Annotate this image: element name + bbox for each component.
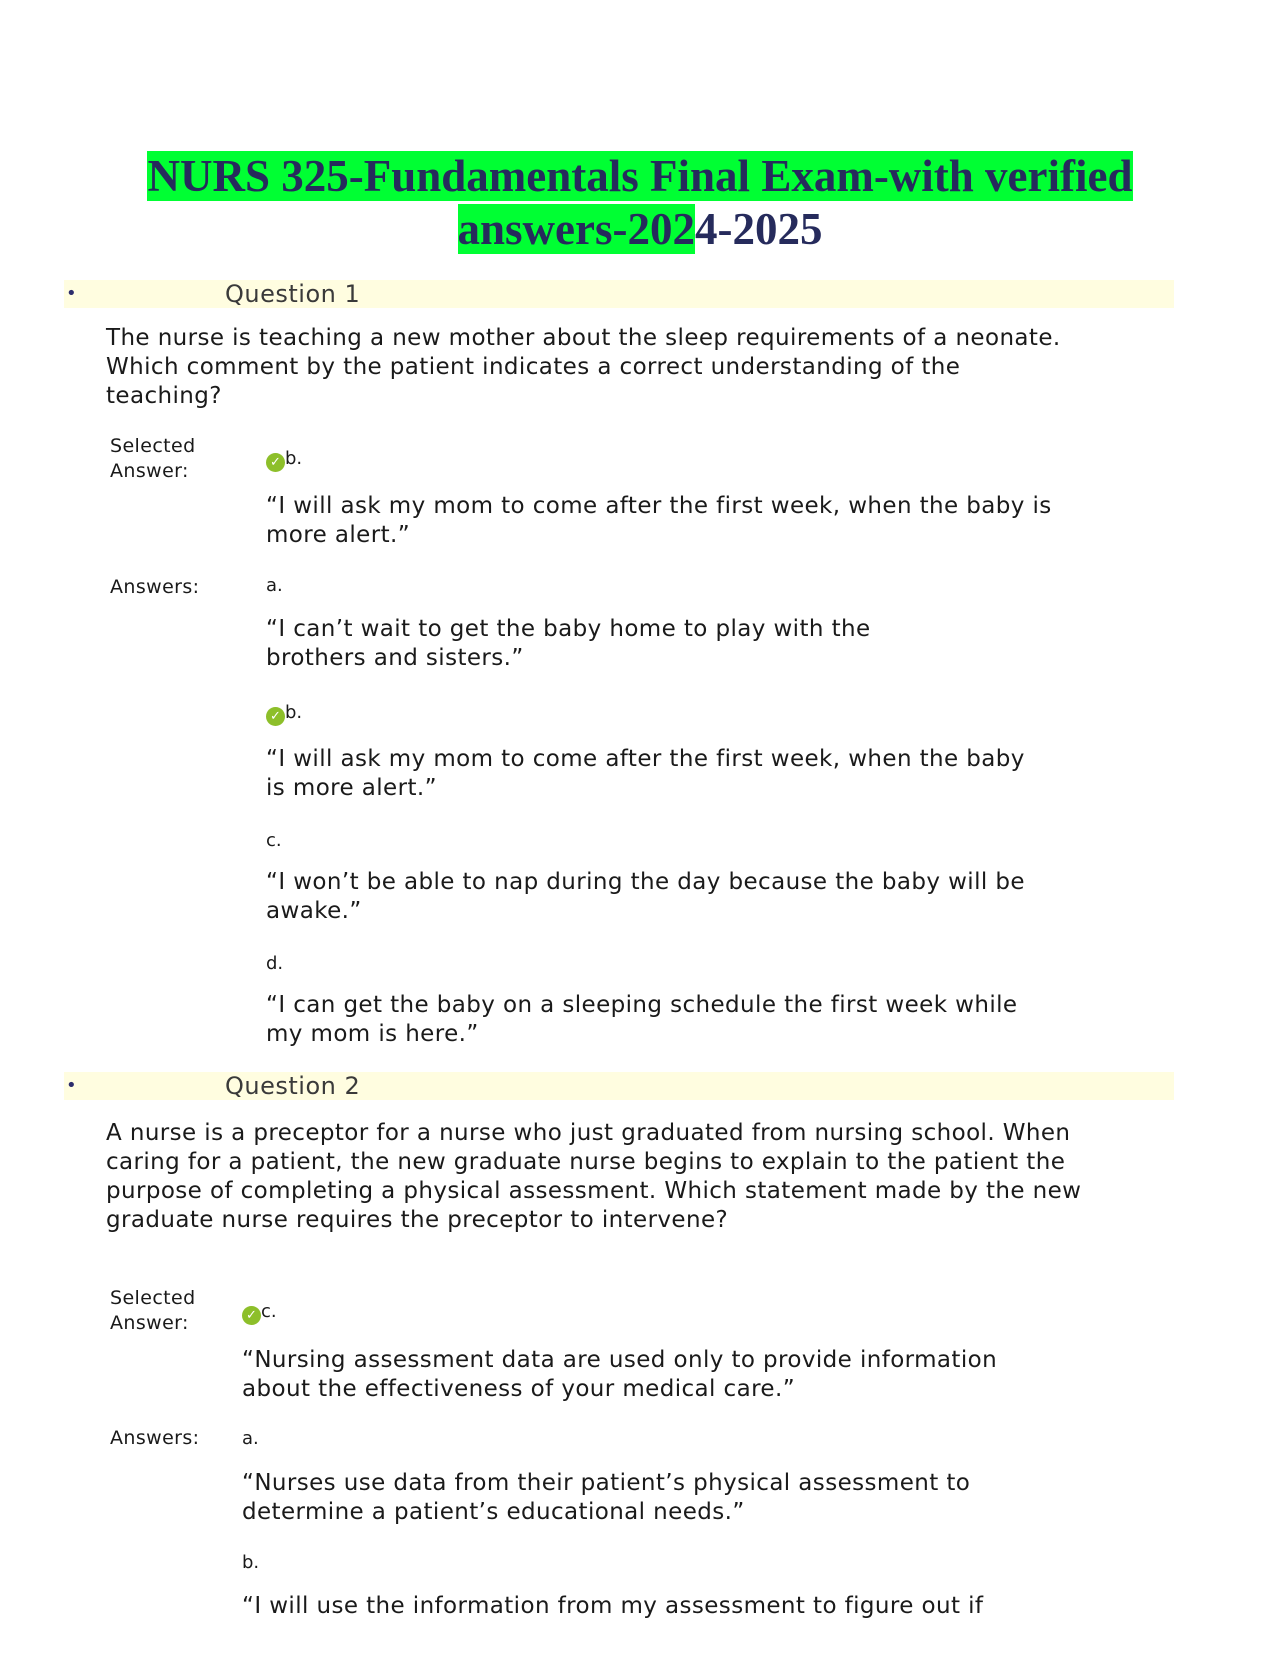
selected-answer-label: Selected Answer: [110,1287,196,1334]
answer-letter: a. [242,1428,259,1449]
question-label: Question 2 [225,1072,361,1100]
answer-letter: d. [266,953,284,974]
bullet: • [66,1075,77,1096]
question-label: Question 1 [225,280,361,308]
page-title [60,150,1220,256]
answer-text: “I can’t wait to get the baby home to play with the brothers and sisters.” [266,616,871,671]
answer-letter: b. [242,1552,260,1573]
answer-text: “I won’t be able to nap during the day because the baby will be awake.” [266,869,1025,924]
title-line-1: NURS 325-Fundamentals Final Exam-with verified [147,151,1133,201]
answers-label: Answers: [110,576,200,598]
check-circle-icon: ✓ [242,1306,261,1325]
answer-letter: c. [266,830,282,851]
check-circle-icon: ✓ [266,707,285,726]
bullet: • [66,283,77,304]
answer-text: “I can get the baby on a sleeping schedule the first week while my mom is here.” [266,992,1018,1047]
selected-answer-text: “I will ask my mom to come after the first week, when the baby is more alert.” [266,493,1052,548]
check-circle-icon: ✓ [266,453,285,472]
answer-text: “I will use the information from my assessment to figure out if [242,1593,984,1619]
answer-letter: a. [266,575,283,596]
answers-label: Answers: [110,1427,200,1449]
question-text: A nurse is a preceptor for a nurse who just graduated from nursing school. When caring for a patient, the new graduate nurse begins to explain to the patient the purpose of completing a physical assessment. Which statement made by the new graduate nurse requires the preceptor to intervene? [106,1120,1082,1233]
answer-text: “I will ask my mom to come after the first week, when the baby is more alert.” [266,746,1025,801]
title-line-2-highlighted: answers-202 [457,204,695,254]
selected-answer-text: “Nursing assessment data are used only to provide information about the effectiveness of your medical care.” [242,1347,998,1402]
answer-letter: ✓ b. [266,702,302,726]
answer-text: “Nurses use data from their patient’s physical assessment to determine a patient’s educational needs.” [242,1470,971,1525]
question-header [64,280,1174,308]
title-line-2-rest: 4-2025 [694,204,823,254]
question-header [64,1072,1174,1100]
selected-answer-label: Selected Answer: [110,435,196,482]
selected-answer-letter: ✓ b. [266,448,302,472]
question-text: The nurse is teaching a new mother about the sleep requirements of a neonate. Which comment by the patient indicates a correct understanding of the teaching? [106,325,1061,409]
selected-answer-letter: ✓ c. [242,1301,277,1325]
